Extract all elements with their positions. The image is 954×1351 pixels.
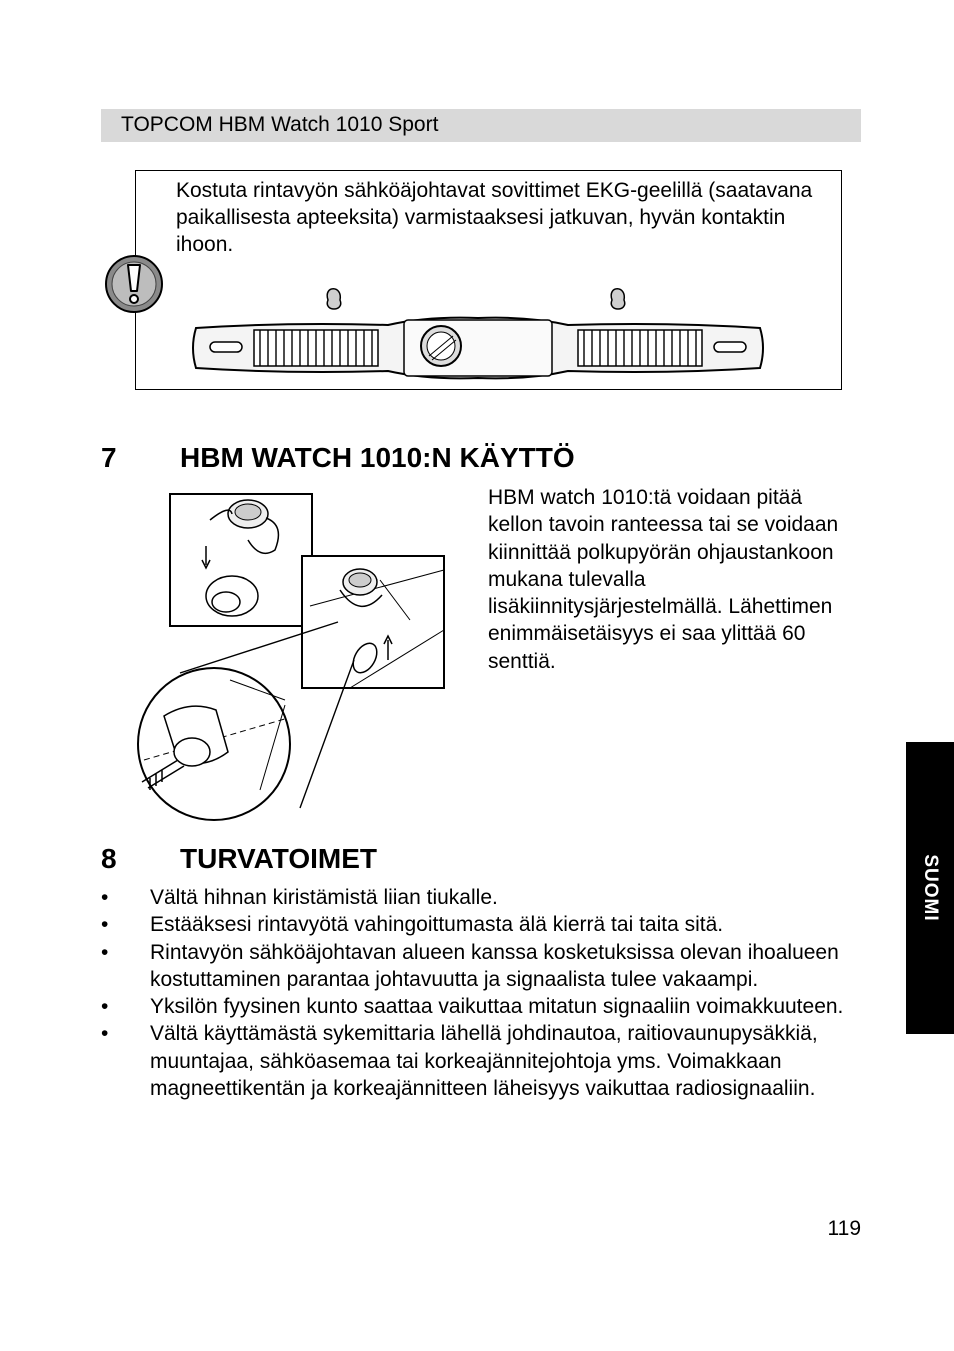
- list-item-text: Rintavyön sähköäjohtavan alueen kanssa kosketuksissa olevan ihoalueen kostuttaminen parantaa johtavuutta ja signaalista tulee vakaampi.: [150, 940, 839, 991]
- page-number: 119: [827, 1217, 861, 1240]
- exclamation-icon: [103, 253, 165, 315]
- bullet: •: [101, 913, 109, 937]
- section-7-title: HBM WATCH 1010:N KÄYTTÖ: [180, 442, 575, 473]
- section-8-title: TURVATOIMET: [180, 843, 378, 874]
- list-item-text: Yksilön fyysinen kunto saattaa vaikuttaa mitatun signaaliin voimakkuuteen.: [150, 995, 844, 1019]
- language-tab: [906, 742, 954, 1034]
- safety-list: [101, 884, 861, 1102]
- chest-strap-illustration: [188, 278, 768, 384]
- list-item-text: Estääksesi rintavyötä vahingoittumasta älä kierrä tai taita sitä.: [150, 913, 724, 937]
- bullet: •: [101, 940, 109, 964]
- list-item: [101, 939, 861, 994]
- bullet: •: [101, 1022, 109, 1046]
- section-8-number: 8: [101, 843, 117, 874]
- section-7-number: 7: [101, 442, 117, 473]
- running-header-title: TOPCOM HBM Watch 1010 Sport: [121, 113, 439, 136]
- list-item: [101, 911, 861, 938]
- bullet: •: [101, 886, 109, 909]
- list-item: [101, 993, 861, 1020]
- list-item-text: Vältä käyttämästä sykemittaria lähellä johdinautoa, raitiovaunupysäkkiä, muuntajaa, sähköasemaa tai korkeajännitejohtoja yms. Voimakkaan magneettikentän ja korkeajännitteen läheisyys vaikuttaa radiosignaaliin.: [150, 1022, 818, 1101]
- running-header: [101, 109, 861, 142]
- section-7-text: HBM watch 1010:tä voidaan pitää kellon tavoin ranteessa tai se voidaan kiinnittää polkupyörän ohjaustankoon mukana tulevalla lisäkiinnitysjärjestelmällä. Lähettimen enimmäisetäisyys ei saa ylittää 60 senttiä.: [488, 486, 839, 673]
- note-text: Kostuta rintavyön sähköäjohtavat sovittimet EKG-geelillä (saatavana paikallisesta apteeksita) varmistaaksesi jatkuvan, hyvän kontaktin ihoon.: [176, 179, 813, 256]
- list-item-text: Vältä hihnan kiristämistä liian tiukalle.: [150, 886, 498, 909]
- watch-mounting-illustration: [120, 490, 450, 825]
- list-item: [101, 884, 861, 911]
- bullet: •: [101, 995, 109, 1019]
- language-tab-label: SUOMI: [920, 854, 941, 922]
- list-item: [101, 1020, 861, 1102]
